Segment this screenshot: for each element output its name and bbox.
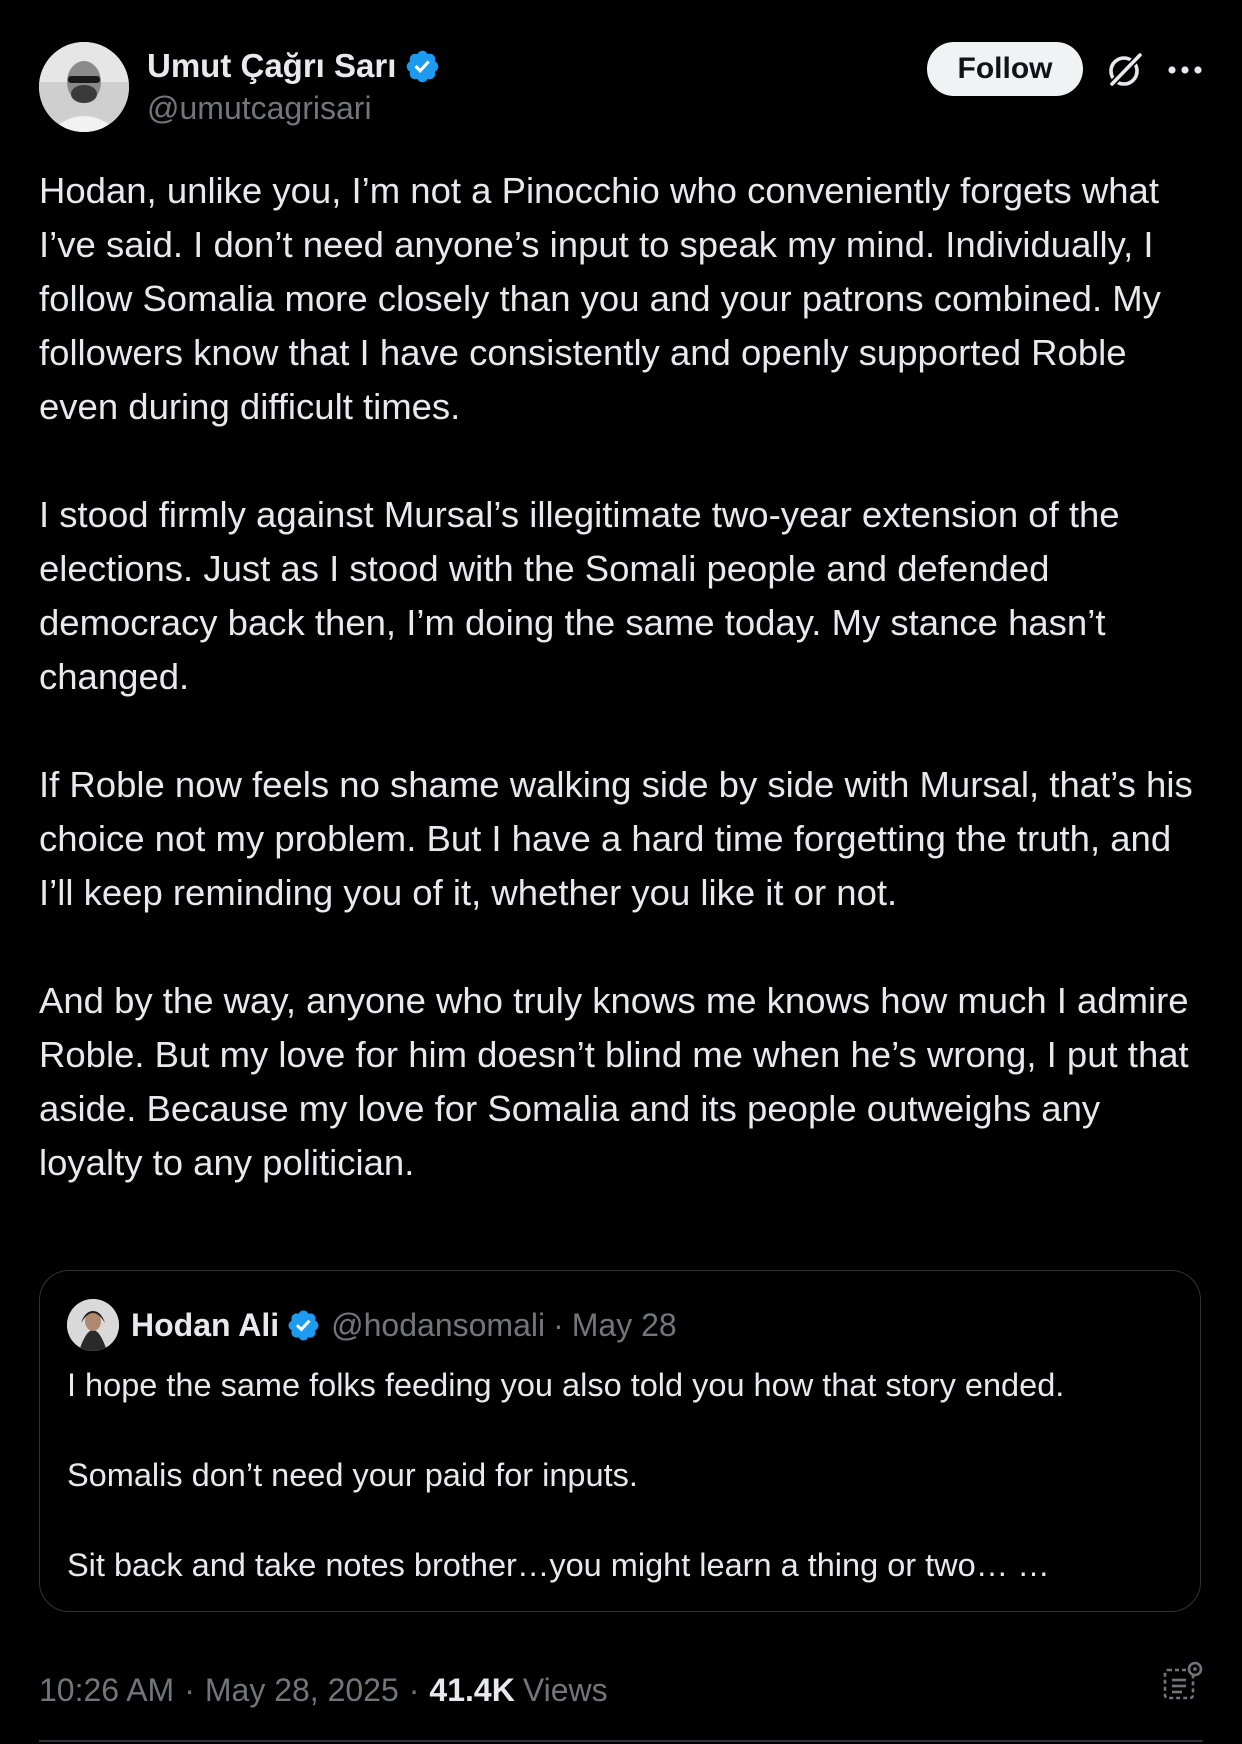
tweet-header [39,40,1203,132]
separator-dot: · [184,1672,195,1708]
divider [39,1740,1203,1742]
more-icon[interactable] [1165,56,1205,84]
separator-dot: · [408,1672,420,1708]
verified-badge-icon [286,1308,321,1343]
tweet-time[interactable]: 10:26 AM [39,1672,175,1708]
quoted-tweet-date[interactable]: May 28 [571,1306,677,1343]
tweet-container [39,40,1203,1708]
tweet-paragraph: And by the way, anyone who truly knows me knows how much I admire Roble. But my love for him doesn’t blind me when he’s wrong, I put that aside. Because my love for Somalia and its people outweighs any loyalty to any politician. [39,980,1189,1183]
display-name-row [147,44,441,88]
tweet-date[interactable]: May 28, 2025 [204,1672,399,1708]
author-handle[interactable]: @umutcagrisari [147,90,372,126]
quoted-tweet-text [67,1363,1167,1588]
quoted-author-display-name[interactable]: Hodan Ali [131,1306,280,1343]
quoted-tweet-paragraph: I hope the same folks feeding you also told you how that story ended. [67,1367,1065,1403]
views-label: Views [522,1672,608,1708]
quoted-author-handle[interactable]: @hodansomali [331,1306,546,1343]
views-count: 41.4K [429,1672,515,1708]
quoted-tweet[interactable] [39,1270,1201,1612]
grok-icon[interactable] [1105,50,1145,90]
tweet-paragraph: If Roble now feels no shame walking side by side with Mursal, that’s his choice not my problem. But I have a hard time forgetting the truth, and I’ll keep reminding you of it, whether you like it or not. [39,764,1193,913]
author-avatar[interactable] [39,42,129,132]
tweet-paragraph: I stood firmly against Mursal’s illegitimate two-year extension of the elections. Just as I stood with the Somali people and defended democracy back then, I’m doing the same today. My stance hasn’t changed. [39,494,1120,697]
verified-badge-icon [404,48,441,85]
tweet-paragraph: Hodan, unlike you, I’m not a Pinocchio who conveniently forgets what I’ve said. I don’t need anyone’s input to speak my mind. Individually, I follow Somalia more closely than you and your patrons combined. My followers know that I have consistently and openly supported Roble even during difficult times. [39,170,1161,427]
quoted-tweet-paragraph: Sit back and take notes brother…you might learn a thing or two… … [67,1547,1050,1583]
author-names [147,44,441,127]
author-display-name[interactable]: Umut Çağrı Sarı [147,47,397,84]
quoted-author-avatar[interactable] [67,1299,119,1351]
quoted-tweet-header [67,1299,677,1351]
follow-button[interactable]: Follow [927,42,1083,96]
tweet-meta [39,1672,608,1709]
quoted-tweet-paragraph: Somalis don’t need your paid for inputs. [67,1457,638,1493]
tweet-text [39,164,1203,1190]
analytics-icon[interactable] [1162,1660,1204,1702]
separator-dot: · [553,1306,564,1343]
